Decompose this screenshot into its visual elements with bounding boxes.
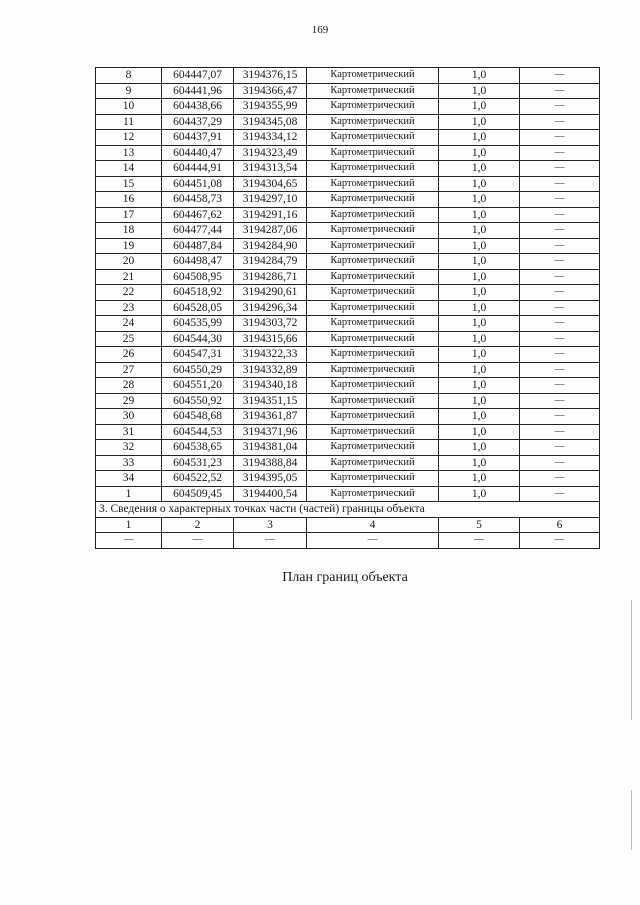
y-coordinate: 3194303,72 bbox=[234, 316, 307, 332]
note-dash: — bbox=[520, 424, 600, 440]
point-number: 19 bbox=[96, 238, 162, 254]
x-coordinate: 604550,29 bbox=[162, 362, 234, 378]
table-row bbox=[96, 161, 600, 177]
x-coordinate: 604441,96 bbox=[162, 83, 234, 99]
x-coordinate: 604538,65 bbox=[162, 440, 234, 456]
table-row bbox=[96, 176, 600, 192]
note-dash: — bbox=[520, 83, 600, 99]
determination-method: Картометрический bbox=[307, 409, 439, 425]
determination-method: Картометрический bbox=[307, 254, 439, 270]
boundary-points-table bbox=[95, 67, 600, 549]
point-number: 26 bbox=[96, 347, 162, 363]
accuracy-value: 1,0 bbox=[439, 223, 520, 239]
accuracy-value: 1,0 bbox=[439, 207, 520, 223]
y-coordinate: 3194304,65 bbox=[234, 176, 307, 192]
point-number: 34 bbox=[96, 471, 162, 487]
y-coordinate: 3194376,15 bbox=[234, 68, 307, 84]
y-coordinate: 3194345,08 bbox=[234, 114, 307, 130]
determination-method: Картометрический bbox=[307, 347, 439, 363]
table-row bbox=[96, 331, 600, 347]
section-3-header-cell: 1 bbox=[96, 517, 162, 533]
determination-method: Картометрический bbox=[307, 269, 439, 285]
y-coordinate: 3194297,10 bbox=[234, 192, 307, 208]
note-dash: — bbox=[520, 269, 600, 285]
accuracy-value: 1,0 bbox=[439, 114, 520, 130]
determination-method: Картометрический bbox=[307, 300, 439, 316]
section-3-header-cell: 2 bbox=[162, 517, 234, 533]
accuracy-value: 1,0 bbox=[439, 471, 520, 487]
determination-method: Картометрический bbox=[307, 316, 439, 332]
x-coordinate: 604535,99 bbox=[162, 316, 234, 332]
section-3-empty-cell: — bbox=[439, 533, 520, 549]
determination-method: Картометрический bbox=[307, 285, 439, 301]
point-number: 21 bbox=[96, 269, 162, 285]
y-coordinate: 3194322,33 bbox=[234, 347, 307, 363]
y-coordinate: 3194286,71 bbox=[234, 269, 307, 285]
x-coordinate: 604508,95 bbox=[162, 269, 234, 285]
y-coordinate: 3194388,84 bbox=[234, 455, 307, 471]
determination-method: Картометрический bbox=[307, 130, 439, 146]
accuracy-value: 1,0 bbox=[439, 378, 520, 394]
accuracy-value: 1,0 bbox=[439, 192, 520, 208]
note-dash: — bbox=[520, 362, 600, 378]
x-coordinate: 604447,07 bbox=[162, 68, 234, 84]
point-number: 13 bbox=[96, 145, 162, 161]
x-coordinate: 604548,68 bbox=[162, 409, 234, 425]
table-row bbox=[96, 393, 600, 409]
point-number: 24 bbox=[96, 316, 162, 332]
point-number: 33 bbox=[96, 455, 162, 471]
accuracy-value: 1,0 bbox=[439, 254, 520, 270]
accuracy-value: 1,0 bbox=[439, 455, 520, 471]
y-coordinate: 3194355,99 bbox=[234, 99, 307, 115]
point-number: 8 bbox=[96, 68, 162, 84]
note-dash: — bbox=[520, 347, 600, 363]
table-row bbox=[96, 68, 600, 84]
point-number: 17 bbox=[96, 207, 162, 223]
y-coordinate: 3194340,18 bbox=[234, 378, 307, 394]
point-number: 18 bbox=[96, 223, 162, 239]
section-3-empty-cell: — bbox=[162, 533, 234, 549]
table-row bbox=[96, 114, 600, 130]
point-number: 9 bbox=[96, 83, 162, 99]
accuracy-value: 1,0 bbox=[439, 68, 520, 84]
note-dash: — bbox=[520, 455, 600, 471]
y-coordinate: 3194334,12 bbox=[234, 130, 307, 146]
note-dash: — bbox=[520, 223, 600, 239]
scan-edge-mark bbox=[631, 790, 632, 850]
note-dash: — bbox=[520, 300, 600, 316]
determination-method: Картометрический bbox=[307, 238, 439, 254]
x-coordinate: 604544,53 bbox=[162, 424, 234, 440]
table-row bbox=[96, 378, 600, 394]
table-row bbox=[96, 254, 600, 270]
table-row bbox=[96, 440, 600, 456]
section-3-header-cell: 4 bbox=[307, 517, 439, 533]
determination-method: Картометрический bbox=[307, 114, 439, 130]
y-coordinate: 3194400,54 bbox=[234, 486, 307, 502]
point-number: 14 bbox=[96, 161, 162, 177]
note-dash: — bbox=[520, 68, 600, 84]
point-number: 22 bbox=[96, 285, 162, 301]
table-row bbox=[96, 486, 600, 502]
table-row bbox=[96, 192, 600, 208]
accuracy-value: 1,0 bbox=[439, 393, 520, 409]
determination-method: Картометрический bbox=[307, 68, 439, 84]
determination-method: Картометрический bbox=[307, 207, 439, 223]
table-row bbox=[96, 285, 600, 301]
note-dash: — bbox=[520, 99, 600, 115]
accuracy-value: 1,0 bbox=[439, 300, 520, 316]
table-row bbox=[96, 347, 600, 363]
x-coordinate: 604518,92 bbox=[162, 285, 234, 301]
determination-method: Картометрический bbox=[307, 145, 439, 161]
section-3-header-cell: 3 bbox=[234, 517, 307, 533]
note-dash: — bbox=[520, 114, 600, 130]
determination-method: Картометрический bbox=[307, 362, 439, 378]
point-number: 1 bbox=[96, 486, 162, 502]
note-dash: — bbox=[520, 471, 600, 487]
x-coordinate: 604477,44 bbox=[162, 223, 234, 239]
point-number: 28 bbox=[96, 378, 162, 394]
y-coordinate: 3194371,96 bbox=[234, 424, 307, 440]
plan-title: План границ объекта bbox=[282, 570, 408, 585]
section-3-header-cell: 5 bbox=[439, 517, 520, 533]
determination-method: Картометрический bbox=[307, 486, 439, 502]
table-row bbox=[96, 424, 600, 440]
table-row bbox=[96, 207, 600, 223]
note-dash: — bbox=[520, 254, 600, 270]
y-coordinate: 3194381,04 bbox=[234, 440, 307, 456]
x-coordinate: 604458,73 bbox=[162, 192, 234, 208]
determination-method: Картометрический bbox=[307, 455, 439, 471]
y-coordinate: 3194361,87 bbox=[234, 409, 307, 425]
x-coordinate: 604531,23 bbox=[162, 455, 234, 471]
y-coordinate: 3194313,54 bbox=[234, 161, 307, 177]
section-3-empty-cell: — bbox=[96, 533, 162, 549]
point-number: 10 bbox=[96, 99, 162, 115]
x-coordinate: 604550,92 bbox=[162, 393, 234, 409]
determination-method: Картометрический bbox=[307, 331, 439, 347]
accuracy-value: 1,0 bbox=[439, 409, 520, 425]
section-3-title: 3. Сведения о характерных точках части (частей) границы объекта bbox=[96, 502, 600, 518]
y-coordinate: 3194284,79 bbox=[234, 254, 307, 270]
accuracy-value: 1,0 bbox=[439, 99, 520, 115]
section-3-empty-cell: — bbox=[307, 533, 439, 549]
note-dash: — bbox=[520, 440, 600, 456]
note-dash: — bbox=[520, 238, 600, 254]
accuracy-value: 1,0 bbox=[439, 83, 520, 99]
table-row bbox=[96, 223, 600, 239]
point-number: 25 bbox=[96, 331, 162, 347]
determination-method: Картометрический bbox=[307, 161, 439, 177]
note-dash: — bbox=[520, 316, 600, 332]
point-number: 16 bbox=[96, 192, 162, 208]
determination-method: Картометрический bbox=[307, 99, 439, 115]
point-number: 27 bbox=[96, 362, 162, 378]
section-3-header-cell: 6 bbox=[520, 517, 600, 533]
x-coordinate: 604467,62 bbox=[162, 207, 234, 223]
table-row bbox=[96, 269, 600, 285]
x-coordinate: 604437,91 bbox=[162, 130, 234, 146]
accuracy-value: 1,0 bbox=[439, 347, 520, 363]
accuracy-value: 1,0 bbox=[439, 362, 520, 378]
accuracy-value: 1,0 bbox=[439, 130, 520, 146]
x-coordinate: 604509,45 bbox=[162, 486, 234, 502]
accuracy-value: 1,0 bbox=[439, 424, 520, 440]
x-coordinate: 604551,20 bbox=[162, 378, 234, 394]
x-coordinate: 604437,29 bbox=[162, 114, 234, 130]
point-number: 32 bbox=[96, 440, 162, 456]
y-coordinate: 3194296,34 bbox=[234, 300, 307, 316]
note-dash: — bbox=[520, 393, 600, 409]
y-coordinate: 3194291,16 bbox=[234, 207, 307, 223]
accuracy-value: 1,0 bbox=[439, 331, 520, 347]
y-coordinate: 3194332,89 bbox=[234, 362, 307, 378]
determination-method: Картометрический bbox=[307, 378, 439, 394]
point-number: 20 bbox=[96, 254, 162, 270]
determination-method: Картометрический bbox=[307, 440, 439, 456]
point-number: 29 bbox=[96, 393, 162, 409]
accuracy-value: 1,0 bbox=[439, 269, 520, 285]
point-number: 15 bbox=[96, 176, 162, 192]
note-dash: — bbox=[520, 176, 600, 192]
x-coordinate: 604547,31 bbox=[162, 347, 234, 363]
table-row bbox=[96, 145, 600, 161]
determination-method: Картометрический bbox=[307, 393, 439, 409]
note-dash: — bbox=[520, 161, 600, 177]
determination-method: Картометрический bbox=[307, 192, 439, 208]
note-dash: — bbox=[520, 145, 600, 161]
scan-edge-mark bbox=[631, 600, 632, 720]
x-coordinate: 604487,84 bbox=[162, 238, 234, 254]
table-row bbox=[96, 455, 600, 471]
point-number: 12 bbox=[96, 130, 162, 146]
table-row bbox=[96, 300, 600, 316]
y-coordinate: 3194323,49 bbox=[234, 145, 307, 161]
y-coordinate: 3194315,66 bbox=[234, 331, 307, 347]
table-row bbox=[96, 409, 600, 425]
determination-method: Картометрический bbox=[307, 176, 439, 192]
note-dash: — bbox=[520, 192, 600, 208]
table-row bbox=[96, 471, 600, 487]
determination-method: Картометрический bbox=[307, 424, 439, 440]
section-3-header-row bbox=[96, 517, 600, 533]
x-coordinate: 604444,91 bbox=[162, 161, 234, 177]
boundary-points-body bbox=[96, 68, 600, 549]
x-coordinate: 604438,66 bbox=[162, 99, 234, 115]
x-coordinate: 604498,47 bbox=[162, 254, 234, 270]
y-coordinate: 3194395,05 bbox=[234, 471, 307, 487]
x-coordinate: 604522,52 bbox=[162, 471, 234, 487]
accuracy-value: 1,0 bbox=[439, 440, 520, 456]
section-3-empty-cell: — bbox=[234, 533, 307, 549]
accuracy-value: 1,0 bbox=[439, 176, 520, 192]
table-row bbox=[96, 99, 600, 115]
table-row bbox=[96, 83, 600, 99]
note-dash: — bbox=[520, 486, 600, 502]
section-3-row bbox=[96, 502, 600, 518]
table-row bbox=[96, 362, 600, 378]
y-coordinate: 3194290,61 bbox=[234, 285, 307, 301]
table-row bbox=[96, 238, 600, 254]
y-coordinate: 3194351,15 bbox=[234, 393, 307, 409]
note-dash: — bbox=[520, 130, 600, 146]
note-dash: — bbox=[520, 285, 600, 301]
accuracy-value: 1,0 bbox=[439, 316, 520, 332]
determination-method: Картометрический bbox=[307, 83, 439, 99]
x-coordinate: 604451,08 bbox=[162, 176, 234, 192]
accuracy-value: 1,0 bbox=[439, 161, 520, 177]
y-coordinate: 3194366,47 bbox=[234, 83, 307, 99]
point-number: 23 bbox=[96, 300, 162, 316]
accuracy-value: 1,0 bbox=[439, 238, 520, 254]
accuracy-value: 1,0 bbox=[439, 145, 520, 161]
accuracy-value: 1,0 bbox=[439, 486, 520, 502]
page-number: 169 bbox=[311, 24, 329, 36]
note-dash: — bbox=[520, 378, 600, 394]
y-coordinate: 3194284,90 bbox=[234, 238, 307, 254]
table-row bbox=[96, 316, 600, 332]
point-number: 30 bbox=[96, 409, 162, 425]
point-number: 11 bbox=[96, 114, 162, 130]
x-coordinate: 604528,05 bbox=[162, 300, 234, 316]
y-coordinate: 3194287,06 bbox=[234, 223, 307, 239]
x-coordinate: 604544,30 bbox=[162, 331, 234, 347]
point-number: 31 bbox=[96, 424, 162, 440]
section-3-empty-cell: — bbox=[520, 533, 600, 549]
note-dash: — bbox=[520, 409, 600, 425]
determination-method: Картометрический bbox=[307, 471, 439, 487]
accuracy-value: 1,0 bbox=[439, 285, 520, 301]
table-row bbox=[96, 130, 600, 146]
x-coordinate: 604440,47 bbox=[162, 145, 234, 161]
section-3-empty-row bbox=[96, 533, 600, 549]
note-dash: — bbox=[520, 331, 600, 347]
note-dash: — bbox=[520, 207, 600, 223]
determination-method: Картометрический bbox=[307, 223, 439, 239]
